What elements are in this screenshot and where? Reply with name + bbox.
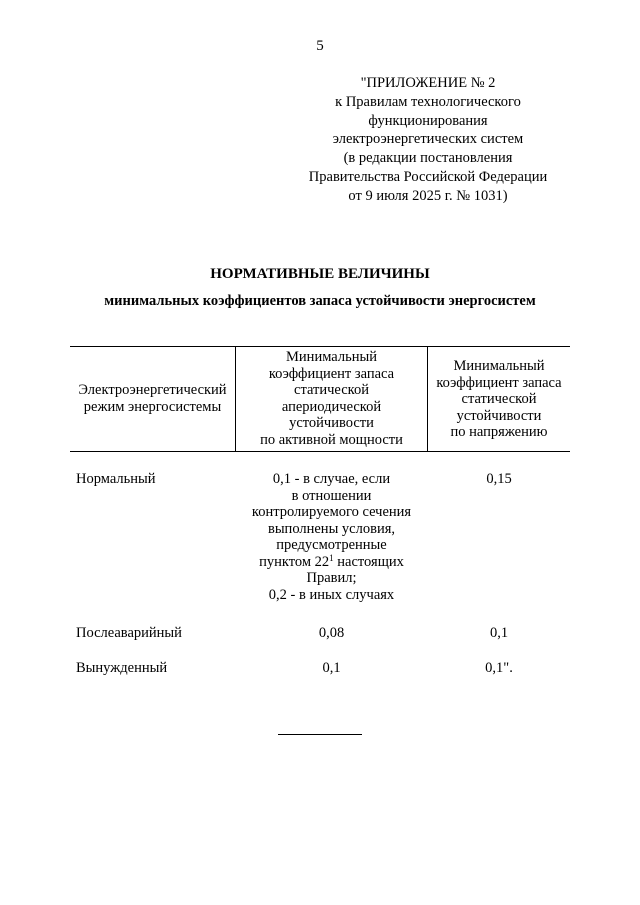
appendix-line: (в редакции постановления [343, 150, 513, 167]
header-line: коэффициент запаса [436, 374, 562, 391]
cell-voltage: 0,1". [485, 660, 513, 676]
header-line: по активной мощности [260, 431, 403, 448]
header-line: Минимальный [286, 349, 377, 365]
cell-line: 0,1 - в случае, если [272, 471, 391, 487]
header-line: по напряжению [450, 424, 548, 440]
header-line: коэффициент запаса [268, 365, 395, 382]
header-mode [70, 382, 235, 415]
cell-mode: Вынужденный [76, 660, 168, 676]
appendix-heading [296, 74, 560, 206]
table-top-rule [70, 346, 570, 347]
cell-line: 0,2 - в иных случаях [268, 586, 395, 603]
header-line: Электроэнергетический [78, 382, 227, 398]
cell-line [236, 554, 427, 571]
clause-superscript: 1 [329, 552, 334, 563]
header-line: устойчивости [289, 415, 374, 431]
cell-line: предусмотренные [276, 537, 387, 553]
appendix-line: от 9 июля 2025 г. № 1031) [348, 187, 508, 204]
document-title: НОРМАТИВНЫЕ ВЕЛИЧИНЫ [210, 266, 430, 282]
header-voltage [428, 358, 570, 441]
clause-reference-suffix: настоящих [333, 553, 404, 570]
header-line: режим энергосистемы [83, 398, 222, 415]
header-line: устойчивости [456, 407, 542, 424]
cell-line: в отношении [291, 487, 372, 504]
cell-line: Правил; [306, 570, 357, 586]
cell-voltage: 0,1 [489, 625, 509, 641]
document-subtitle: минимальных коэффициентов запаса устойчивости энергосистем [104, 293, 536, 309]
appendix-line: электроэнергетических систем [332, 131, 524, 148]
end-line [278, 734, 362, 735]
header-line: апериодической [281, 398, 382, 415]
appendix-line: Правительства Российской Федерации [308, 168, 548, 185]
header-line: Минимальный [453, 358, 545, 374]
appendix-line: функционирования [368, 112, 488, 129]
table-header-rule [70, 451, 570, 452]
cell-voltage: 0,15 [486, 471, 512, 487]
header-line: статической [294, 382, 369, 398]
cell-mode: Послеаварийный [76, 625, 182, 641]
cell-line: выполнены условия, [267, 520, 396, 537]
header-line: статической [461, 391, 537, 407]
appendix-line: "ПРИЛОЖЕНИЕ № 2 [360, 75, 496, 91]
header-active-power [236, 349, 427, 448]
cell-mode: Нормальный [76, 471, 156, 487]
page-number: 5 [316, 38, 324, 54]
cell-active-power: 0,1 [322, 660, 341, 676]
appendix-line: к Правилам технологического [335, 93, 521, 110]
cell-active-power [236, 471, 427, 603]
cell-active-power: 0,08 [318, 625, 345, 641]
cell-line: контролируемого сечения [251, 504, 412, 520]
clause-reference: пунктом 22 [259, 553, 330, 570]
